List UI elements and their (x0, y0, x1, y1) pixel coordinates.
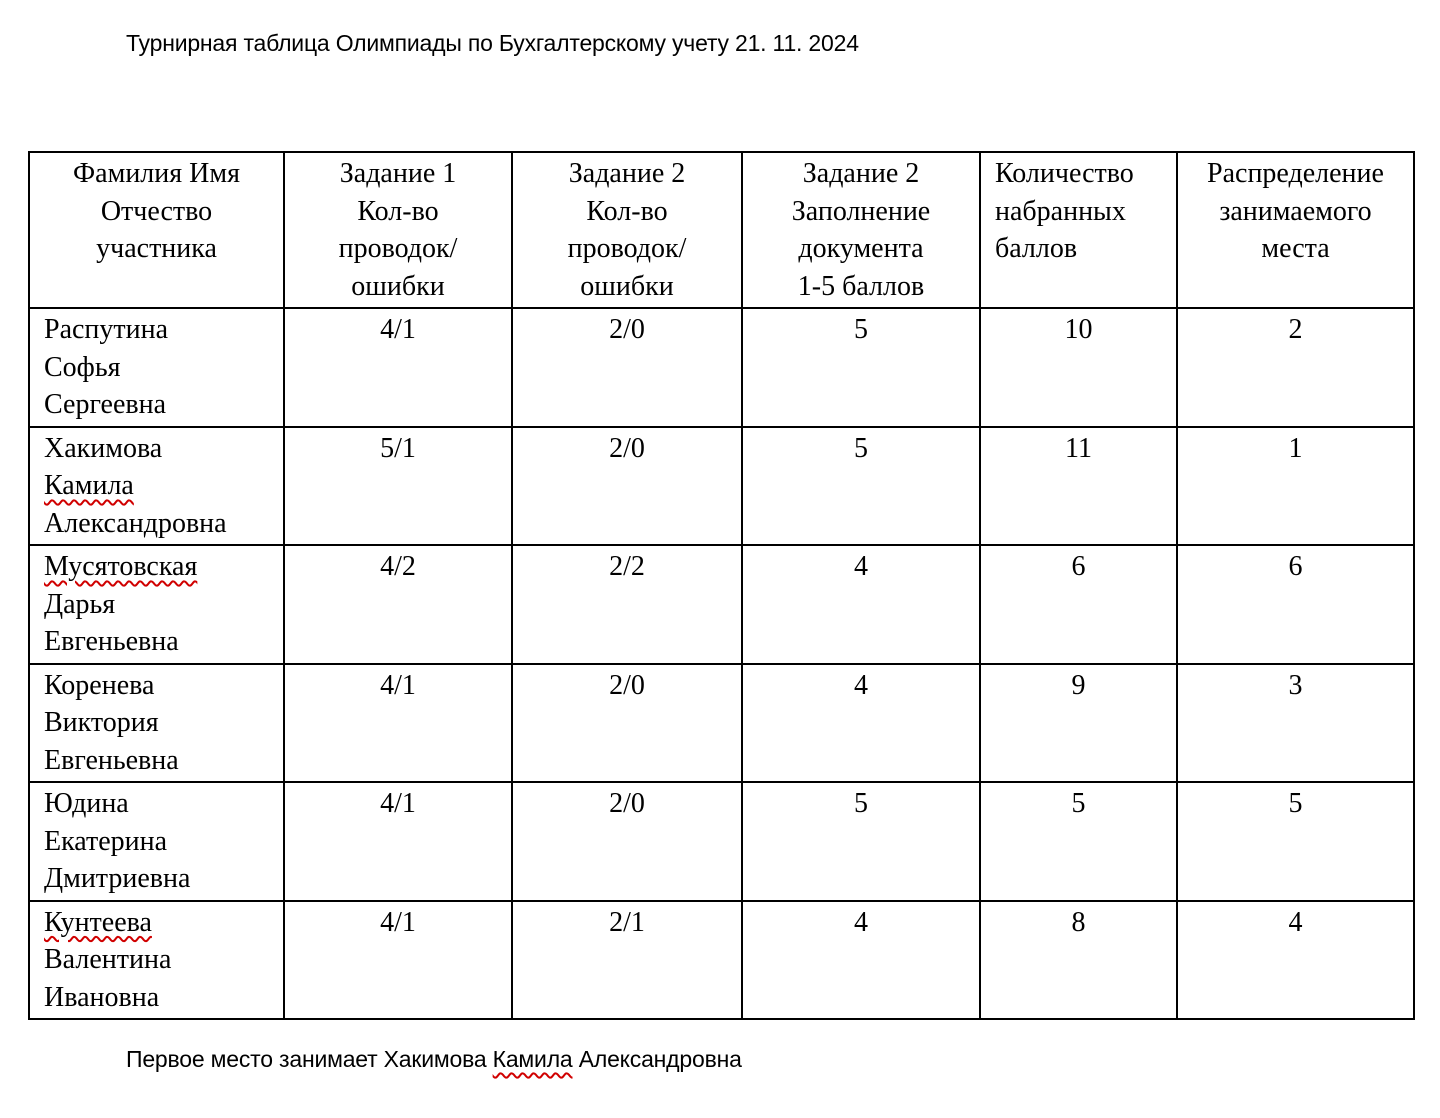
document-title: Турнирная таблица Олимпиады по Бухгалтерскому учету 21. 11. 2024 (126, 30, 859, 56)
table-row (29, 427, 1414, 546)
participant-name: Юдина Екатерина Дмитриевна (29, 782, 284, 901)
participant-name: Мусятовская Дарья Евгеньевна (29, 545, 284, 664)
table-row (29, 545, 1414, 664)
header-task2: Задание 2 Кол-во проводок/ ошибки (512, 152, 742, 308)
task2-cell: 2/1 (512, 901, 742, 1020)
participant-name: Хакимова Камила Александровна (29, 427, 284, 546)
task1-cell: 4/1 (284, 901, 512, 1020)
participant-name: Распутина Софья Сергеевна (29, 308, 284, 427)
table-row (29, 308, 1414, 427)
place-cell: 5 (1177, 782, 1414, 901)
place-cell: 3 (1177, 664, 1414, 783)
table-row (29, 782, 1414, 901)
task2-cell: 2/2 (512, 545, 742, 664)
document-cell: 4 (742, 901, 980, 1020)
document-cell: 5 (742, 427, 980, 546)
place-cell: 6 (1177, 545, 1414, 664)
document-cell: 4 (742, 664, 980, 783)
spellcheck-flagged-word: Мусятовская (44, 551, 198, 582)
task1-cell: 5/1 (284, 427, 512, 546)
table-row (29, 664, 1414, 783)
score-cell: 8 (980, 901, 1177, 1020)
place-cell: 4 (1177, 901, 1414, 1020)
header-score: Количество набранных баллов (980, 152, 1177, 308)
header-task1: Задание 1 Кол-во проводок/ ошибки (284, 152, 512, 308)
task1-cell: 4/1 (284, 308, 512, 427)
results-table (28, 151, 1415, 1020)
task1-cell: 4/2 (284, 545, 512, 664)
score-cell: 5 (980, 782, 1177, 901)
spellcheck-flagged-word: Камила (44, 470, 134, 501)
place-cell: 2 (1177, 308, 1414, 427)
spellcheck-flagged-word: Камила (492, 1046, 573, 1072)
score-cell: 11 (980, 427, 1177, 546)
task2-cell: 2/0 (512, 308, 742, 427)
winner-statement: Первое место занимает Хакимова Камила Александровна (126, 1046, 742, 1072)
place-cell: 1 (1177, 427, 1414, 546)
score-cell: 9 (980, 664, 1177, 783)
task2-cell: 2/0 (512, 427, 742, 546)
task1-cell: 4/1 (284, 782, 512, 901)
document-cell: 5 (742, 308, 980, 427)
task2-cell: 2/0 (512, 664, 742, 783)
header-place: Распределение занимаемого места (1177, 152, 1414, 308)
spellcheck-flagged-word: Кунтеева (44, 906, 152, 938)
participant-name: Коренева Виктория Евгеньевна (29, 664, 284, 783)
score-cell: 10 (980, 308, 1177, 427)
participant-name: Кунтеева Валентина Ивановна (29, 901, 284, 1020)
document-cell: 4 (742, 545, 980, 664)
table-row (29, 901, 1414, 1020)
document-cell: 5 (742, 782, 980, 901)
score-cell: 6 (980, 545, 1177, 664)
header-task2-document: Задание 2 Заполнение документа 1-5 баллов (742, 152, 980, 308)
task1-cell: 4/1 (284, 664, 512, 783)
header-participant: Фамилия Имя Отчество участника (29, 152, 284, 308)
header-row (29, 152, 1414, 308)
task2-cell: 2/0 (512, 782, 742, 901)
